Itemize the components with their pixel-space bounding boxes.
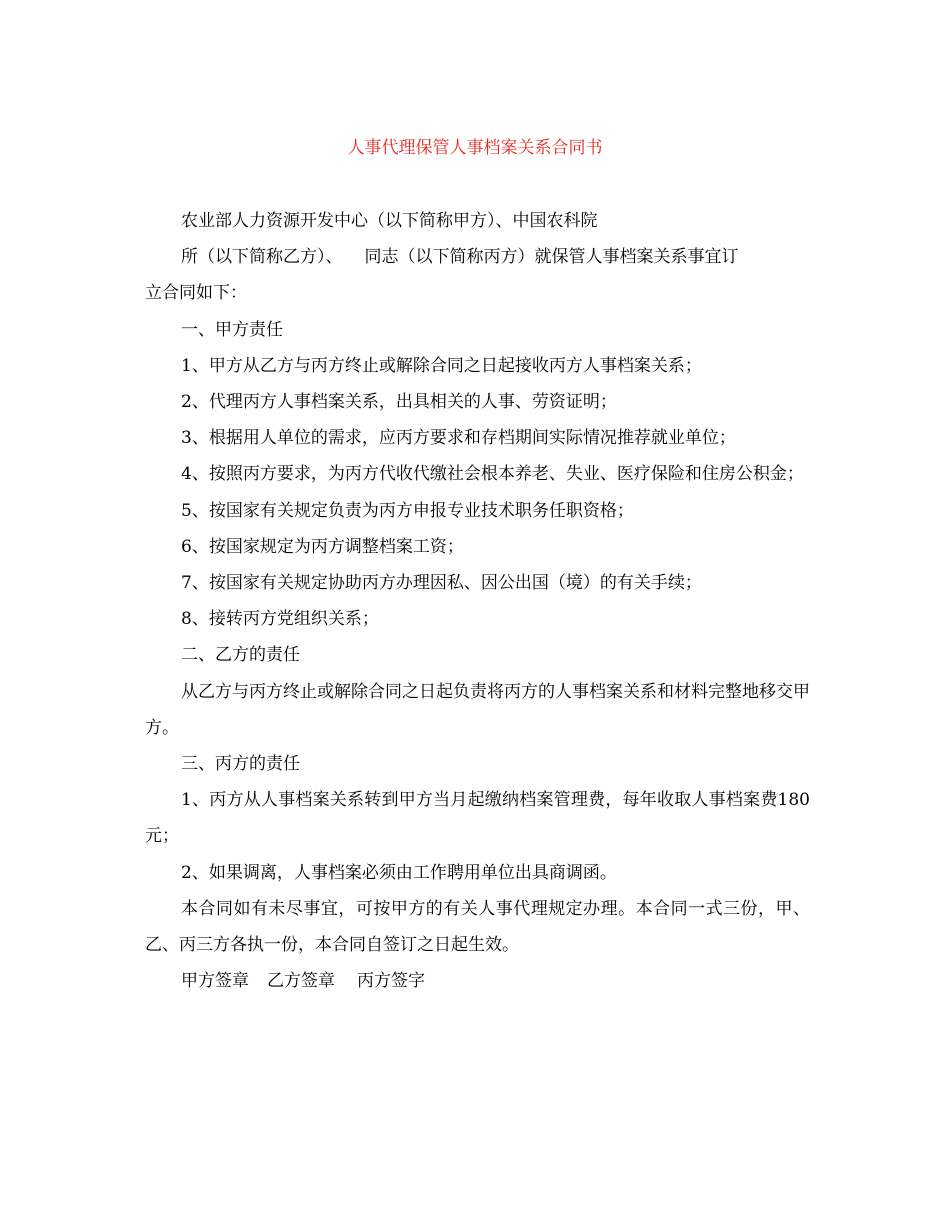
section1-item: 8、接转丙方党组织关系；: [181, 609, 379, 630]
section3-item: 2、如果调离，人事档案必须由工作聘用单位出具商调函。: [181, 862, 617, 883]
section1-item: 5、按国家有关规定负责为丙方申报专业技术职务任职资格；: [181, 500, 634, 521]
intro-line-2b: 同志（以下简称丙方）就保管人事档案关系事宜订: [364, 247, 739, 268]
section2-text: 从乙方与丙方终止或解除合同之日起负责将丙方的人事档案关系和材料完整地移交甲方。: [145, 681, 810, 738]
closing-paragraph: 本合同如有未尽事宜，可按甲方的有关人事代理规定办理。本合同一式三份，甲、乙、丙三方各执一份，本合同自签订之日起生效。: [145, 898, 810, 956]
party-c-signature: 丙方签字: [357, 971, 425, 992]
section1-item: 6、按国家规定为丙方调整档案工资；: [181, 536, 464, 557]
signature-line: [145, 963, 810, 999]
section1-item: 2、代理丙方人事档案关系，出具相关的人事、劳资证明；: [181, 392, 617, 413]
party-a-signature: 甲方签章: [181, 971, 249, 992]
intro-line-3: 立合同如下：: [145, 283, 247, 304]
intro-line-2a: 所（以下简称乙方）、: [181, 247, 343, 268]
section2-heading: 二、乙方的责任: [181, 645, 300, 666]
section1-heading: 一、甲方责任: [181, 319, 283, 340]
section1-item: 3、根据用人单位的需求，应丙方要求和存档期间实际情况推荐就业单位；: [181, 428, 736, 449]
section3-item: 1、丙方从人事档案关系转到甲方当月起缴纳档案管理费，每年收取人事档案费180元；: [145, 790, 810, 847]
section1-item: 4、按照丙方要求，为丙方代收代缴社会根本养老、失业、医疗保险和住房公积金；: [181, 464, 804, 485]
intro-line-2: [145, 239, 810, 275]
section1-item: 1、甲方从乙方与丙方终止或解除合同之日起接收丙方人事档案关系；: [181, 355, 702, 376]
section1-item: 7、按国家有关规定协助丙方办理因私、因公出国（境）的有关手续；: [181, 573, 702, 594]
document-title: 人事代理保管人事档案关系合同书: [347, 138, 603, 158]
party-b-signature: 乙方签章: [267, 971, 335, 992]
intro-paragraph: [145, 203, 810, 312]
section3-heading: 三、丙方的责任: [181, 754, 300, 775]
intro-line-1: 农业部人力资源开发中心（以下简称甲方）、中国农科院: [181, 211, 598, 231]
document-body: [145, 203, 810, 999]
